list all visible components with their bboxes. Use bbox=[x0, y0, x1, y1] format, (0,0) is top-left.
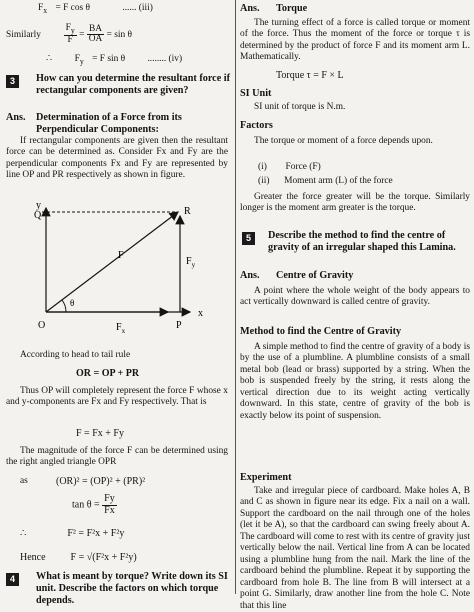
magnitude-paragraph: The magnitude of the force F can be determined using the right angled triangle OPR bbox=[6, 446, 228, 468]
question-number-4: 4 bbox=[6, 573, 19, 586]
column-divider bbox=[235, 0, 236, 594]
cg-definition: A point where the whole weight of the body appears to act vertically downward is called centre of gravity. bbox=[240, 286, 470, 308]
label-fy bbox=[186, 256, 196, 269]
equation-or: OR = OP + PR bbox=[76, 368, 140, 379]
answer-label: Ans. bbox=[6, 112, 26, 123]
frac-num-sub: y bbox=[70, 25, 75, 35]
eq-rhs: = F sin θ bbox=[92, 54, 126, 64]
equation-similarly: Similarly $\frac{F_y}{F}$ = $\frac{BA}{OA}$ = sin θ bbox=[6, 23, 133, 46]
equation-f-sum: F = Fx + Fy bbox=[76, 428, 124, 439]
question-5-text: Describe the method to find the centre of gravity of an irregular shaped this Lamina. bbox=[268, 230, 456, 254]
centre-of-gravity-heading: Centre of Gravity bbox=[276, 270, 354, 281]
question-4-text: What is meant by torque? Write down its SI unit. Describe the factors on which torque depends. bbox=[36, 571, 228, 607]
torque-equation: Torque τ = F × L bbox=[276, 70, 344, 81]
eq-sub: y bbox=[79, 56, 84, 66]
label-x: x bbox=[198, 308, 203, 319]
label-fy-sub: y bbox=[191, 261, 196, 269]
similarly-tail: = sin θ bbox=[106, 30, 133, 41]
equation-fy bbox=[46, 54, 182, 66]
label-p: P bbox=[176, 320, 182, 331]
angle-arc bbox=[62, 300, 66, 312]
label-q: Q bbox=[34, 210, 42, 221]
factors-heading: Factors bbox=[240, 120, 273, 131]
fraction-ba-oa bbox=[87, 25, 105, 46]
method-heading: Method to find the Centre of Gravity bbox=[240, 326, 402, 337]
torque-heading: Torque bbox=[276, 3, 308, 14]
eq-number: ...... (iii) bbox=[122, 3, 153, 13]
factor-item bbox=[258, 162, 321, 173]
thus-paragraph: Thus OP will completely represent the force F whose x and y-components are Fx and Fy respectively. That is bbox=[6, 386, 228, 408]
equation-pythagoras: (OR)² = (OP)² + (PR)² bbox=[56, 476, 146, 487]
frac-den: F bbox=[67, 35, 73, 46]
answer-label: Ans. bbox=[240, 3, 260, 14]
question-3-text: How can you determine the resultant force if rectangular components are given? bbox=[36, 73, 230, 97]
label-fx-main: F bbox=[116, 322, 122, 333]
equation-fx bbox=[38, 3, 153, 15]
label-fy-main: F bbox=[186, 256, 192, 267]
answer-3-paragraph: If rectangular components are given then the resultant force can be determined as. Consider Fx and Fy are the perpendicular components Fx and Fy are represented by line OP and PR respectively as shown in figure. bbox=[6, 136, 228, 181]
question-number-5: 5 bbox=[242, 232, 255, 245]
label-o: O bbox=[38, 320, 46, 331]
tan-lhs: tan θ = bbox=[72, 499, 100, 511]
eq-sub: x bbox=[43, 5, 48, 15]
label-y: y bbox=[36, 200, 41, 211]
experiment-heading: Experiment bbox=[240, 472, 292, 483]
fsq-text: F² = F²x + F²y bbox=[67, 528, 125, 539]
therefore-symbol: ∴ bbox=[46, 54, 52, 64]
hence-label: Hence bbox=[20, 552, 46, 563]
eq-lhs: F bbox=[74, 54, 80, 64]
question-number-3: 3 bbox=[6, 75, 19, 88]
label-r: R bbox=[184, 206, 191, 217]
equation-tan bbox=[72, 494, 117, 516]
experiment-paragraph: Take and irregular piece of cardboard. Make holes A, B and C as shown in figure near its edge. Fix a nail on a wall. Support the cardboard on the nail through one of the holes (let it be A), so that the cardboard can swing freely about A. The cardboard will come to rest with its centre of gravity just vertically below the nail. Vertical line from A can be located using a plumbline hung from the nail. Mark the line of the cardboard behind the plumbline. Repeat it by supporting the cardboard from hole B. The line from B will intersect at a point G. Similarly, draw another line from the hole C. Note that this line bbox=[240, 486, 470, 611]
therefore-symbol: ∴ bbox=[20, 528, 27, 539]
frac-den: Fx bbox=[104, 504, 115, 516]
factor-item bbox=[258, 176, 393, 187]
answer-label: Ans. bbox=[240, 270, 260, 281]
frac-den: OA bbox=[88, 34, 103, 45]
factors-text: The torque or moment of a force depends upon. bbox=[254, 136, 433, 146]
hence-text: F = √(F²x + F²y) bbox=[70, 552, 137, 563]
equation-f-squared bbox=[20, 528, 124, 540]
head-to-tail-text: According to head to tail rule bbox=[20, 350, 131, 360]
similarly-label: Similarly bbox=[6, 30, 41, 41]
si-unit-heading: SI Unit bbox=[240, 88, 272, 99]
factor-text: Moment arm (L) of the force bbox=[284, 176, 393, 186]
eq-number: ........ (iv) bbox=[147, 54, 183, 64]
si-unit-text: SI unit of torque is N.m. bbox=[254, 102, 346, 112]
frac-num: BA bbox=[87, 25, 105, 36]
frac-num: F bbox=[65, 23, 71, 33]
label-theta: θ bbox=[70, 298, 75, 308]
frac-num: Fy bbox=[104, 493, 115, 504]
torque-paragraph: The turning effect of a force is called torque or moment of the force. Thus the moment of the force or torque τ is determined by the product of force F and its moment arm L. Mathematically. bbox=[240, 18, 470, 63]
greater-paragraph: Greater the force greater will be the torque. Similarly longer is the moment arm greater is the torque. bbox=[240, 192, 470, 214]
force-vector-f bbox=[46, 212, 178, 312]
label-fx bbox=[116, 322, 126, 335]
as-label: as bbox=[20, 476, 28, 486]
eq-rhs: = F cos θ bbox=[55, 3, 91, 13]
label-fx-sub: x bbox=[121, 327, 126, 335]
fraction-fy-fx bbox=[102, 494, 117, 516]
equation-hence bbox=[20, 552, 137, 564]
answer-3-heading: Determination of a Force from its Perpendicular Components: bbox=[36, 112, 182, 136]
fraction-fy-f bbox=[64, 24, 77, 46]
factor-text: Force (F) bbox=[285, 162, 321, 172]
method-paragraph: A simple method to find the centre of gravity of a body is by the use of a plumbline. A plumbline consists of a small metal bob (lead or brass) supported by a string. When the bob is suspended freely by the string, it rests along the vertical direction due to its weight acting vertically downward. In this state, centre of gravity of the bob is exactly below its point of suspension. bbox=[240, 342, 470, 421]
label-f: F bbox=[118, 250, 124, 261]
vector-diagram bbox=[8, 196, 230, 346]
factor-num: (i) bbox=[258, 162, 267, 172]
factor-num: (ii) bbox=[258, 176, 270, 186]
eq-lhs: F bbox=[38, 3, 44, 13]
